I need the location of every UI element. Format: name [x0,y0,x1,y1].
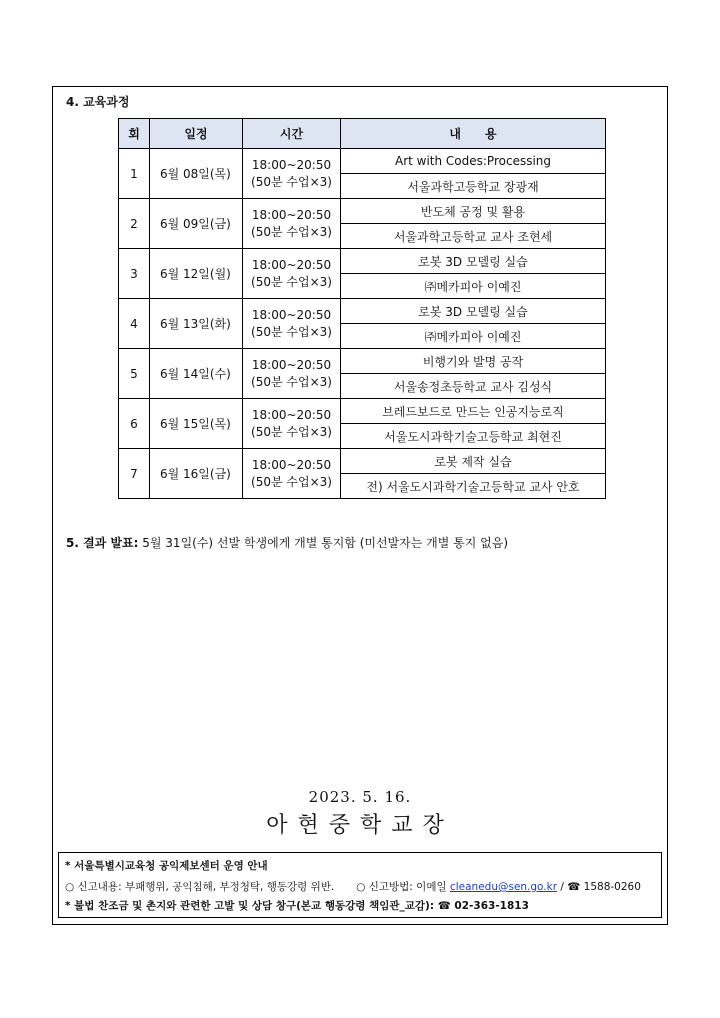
time-range: 18:00~20:50 [251,457,332,472]
row-instructor: ㈜메카피아 이예진 [341,274,606,299]
header-content: 내 용 [341,119,606,149]
notice-title: * 서울특별시교육청 공익제보센터 운영 안내 [65,860,268,872]
row-instructor: 서울과학고등학교 장광재 [341,174,606,199]
row-topic: Art with Codes:Processing [341,149,606,174]
row-number: 7 [119,449,150,499]
time-range: 18:00~20:50 [251,307,332,322]
document-date: 2023. 5. 16. [308,788,412,806]
section-5-label: 5. 결과 발표: [66,536,139,550]
time-note: (50분 수업×3) [251,374,332,389]
time-note: (50분 수업×3) [251,424,332,439]
row-instructor: 서울도시과학기술고등학교 최현진 [341,424,606,449]
time-range: 18:00~20:50 [251,407,332,422]
row-time [243,399,341,449]
header-date: 일정 [150,119,243,149]
time-note: (50분 수업×3) [251,274,332,289]
row-topic: 로봇 3D 모델링 실습 [341,299,606,324]
table-row [119,199,606,224]
row-date: 6월 14일(수) [150,349,243,399]
table-row [119,149,606,174]
table-row [119,449,606,474]
table-row [119,299,606,324]
report-method-label: ○ 신고방법: 이메일 [356,881,450,893]
row-time [243,299,341,349]
section-5-result [66,534,508,551]
row-instructor: ㈜메카피아 이예진 [341,324,606,349]
row-number: 2 [119,199,150,249]
email-link[interactable]: cleanedu@sen.go.kr [449,881,558,893]
time-range: 18:00~20:50 [251,157,332,172]
row-number: 6 [119,399,150,449]
table-header-row [119,119,606,149]
row-topic: 비행기와 발명 공작 [341,349,606,374]
section-5-text: 5월 31일(수) 선발 학생에게 개별 통지함 (미선발자는 개별 통지 없음) [138,536,509,550]
row-time [243,249,341,299]
row-number: 1 [119,149,150,199]
row-date: 6월 13일(화) [150,299,243,349]
time-note: (50분 수업×3) [251,224,332,239]
time-note: (50분 수업×3) [251,474,332,489]
row-date: 6월 16일(금) [150,449,243,499]
row-number: 4 [119,299,150,349]
time-note: (50분 수업×3) [251,324,332,339]
header-no: 회 [119,119,150,149]
time-note: (50분 수업×3) [251,174,332,189]
header-time: 시간 [243,119,341,149]
table-row [119,249,606,274]
row-instructor: 전) 서울도시과학기술고등학교 교사 안호 [341,474,606,499]
row-topic: 반도체 공정 및 활용 [341,199,606,224]
row-number: 5 [119,349,150,399]
table-row [119,399,606,424]
row-time [243,449,341,499]
row-number: 3 [119,249,150,299]
row-topic: 로봇 제작 실습 [341,449,606,474]
table-row [119,349,606,374]
time-range: 18:00~20:50 [251,357,332,372]
row-time [243,149,341,199]
row-date: 6월 08일(목) [150,149,243,199]
schedule-table [118,118,606,499]
notice-report-line [65,879,641,894]
row-date: 6월 12일(월) [150,249,243,299]
notice-counsel-line: * 불법 찬조금 및 촌지와 관련한 고발 및 상담 창구(본교 행동강령 책임관_교감): ☎ 02-363-1813 [65,900,529,912]
row-time [243,199,341,249]
row-topic: 브레드보드로 만드는 인공지능로직 [341,399,606,424]
section-4-title: 4. 교육과정 [66,95,130,109]
row-instructor: 서울과학고등학교 교사 조현세 [341,224,606,249]
row-date: 6월 09일(금) [150,199,243,249]
row-date: 6월 15일(목) [150,399,243,449]
row-instructor: 서울송정초등학교 교사 김성식 [341,374,606,399]
report-phone: / ☎ 1588-0260 [557,881,641,893]
row-topic: 로봇 3D 모델링 실습 [341,249,606,274]
row-time [243,349,341,399]
notice-box [58,852,662,918]
time-range: 18:00~20:50 [251,207,332,222]
report-content: ○ 신고내용: 부패행위, 공익침해, 부정청탁, 행동강령 위반. [65,881,335,893]
school-principal: 아현중학교장 [266,813,454,838]
time-range: 18:00~20:50 [251,257,332,272]
